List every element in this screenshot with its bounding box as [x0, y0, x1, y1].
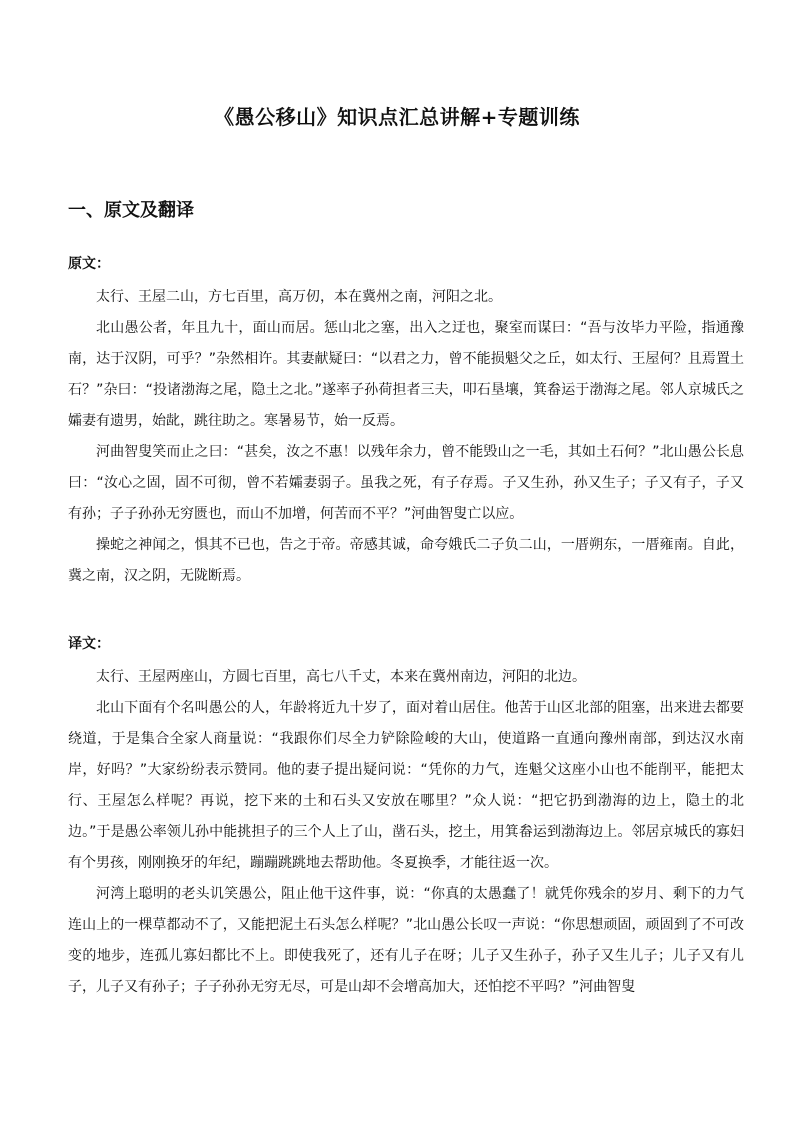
original-paragraph-1: 太行、王屋二山，方七百里，高万仞，本在冀州之南，河阳之北。	[96, 289, 502, 305]
original-paragraph-3: 河曲智叟笑而止之曰：“甚矣，汝之不惠！以残年余力，曾不能毁山之一毛，其如土石何？”北山愚公长息曰：“汝心之固，固不可彻，曾不若孀妻弱子。虽我之死，有子存焉。子又生孙，孙又生子；子又有子，子又有孙；子子孙孙无穷匮也，而山不加增，何苦而不平？”河曲智叟亡以应。	[68, 444, 744, 522]
original-paragraph-4: 操蛇之神闻之，惧其不已也，告之于帝。帝感其诚，命夸娥氏二子负二山，一厝朔东，一厝雍南。自此，冀之南，汉之阴，无陇断焉。	[68, 537, 744, 584]
translation-text-block	[68, 632, 744, 1003]
translation-paragraph-2: 北山下面有个名叫愚公的人，年龄将近九十岁了，面对着山居住。他苦于山区北部的阻塞，出来进去都要绕道，于是集合全家人商量说：“我跟你们尽全力铲除险峻的大山，使道路一直通向豫州南部，到达汉水南岸，好吗？”大家纷纷表示赞同。他的妻子提出疑问说：“凭你的力气，连魁父这座小山也不能削平，能把太行、王屋怎么样呢？再说，挖下来的土和石头又安放在哪里？”众人说：“把它扔到渤海的边上，隐土的北边。”于是愚公率领儿孙中能挑担子的三个人上了山，凿石头，挖土，用箕畚运到渤海边上。邻居京城氏的寡妇有个男孩，刚刚换牙的年纪，蹦蹦跳跳地去帮助他。冬夏换季，才能往返一次。	[68, 700, 744, 871]
translation-paragraph-1: 太行、王屋两座山，方圆七百里，高七八千丈，本来在冀州南边，河阳的北边。	[96, 669, 586, 685]
translation-paragraph-3: 河湾上聪明的老头讥笑愚公，阻止他干这件事，说：“你真的太愚蠢了！就凭你残余的岁月、剩下的力气连山上的一棵草都动不了，又能把泥土石头怎么样呢？”北山愚公长叹一声说：“你思想顽固，顽固到了不可改变的地步，连孤儿寡妇都比不上。即使我死了，还有儿子在呀；儿子又生孙子，孙子又生儿子；儿子又有儿子，儿子又有孙子；子子孙孙无穷无尽，可是山却不会增高加大，还怕挖不平吗？”河曲智叟	[68, 886, 744, 995]
document-title: 《愚公移山》知识点汇总讲解+专题训练	[214, 105, 580, 129]
section-heading: 一、原文及翻译	[68, 200, 194, 221]
original-paragraph-2: 北山愚公者，年且九十，面山而居。惩山北之塞，出入之迂也，聚室而谋曰：“吾与汝毕力平险，指通豫南，达于汉阴，可乎？”杂然相许。其妻献疑曰：“以君之力，曾不能损魁父之丘，如太行、王屋何？且焉置土石？”杂曰：“投诸渤海之尾，隐土之北。”遂率子孙荷担者三夫，叩石垦壤，箕畚运于渤海之尾。邻人京城氏之孀妻有遗男，始龀，跳往助之。寒暑易节，始一反焉。	[68, 320, 744, 429]
translation-label: 译文：	[68, 636, 110, 652]
original-label: 原文：	[68, 256, 110, 272]
original-text-block	[68, 252, 744, 592]
